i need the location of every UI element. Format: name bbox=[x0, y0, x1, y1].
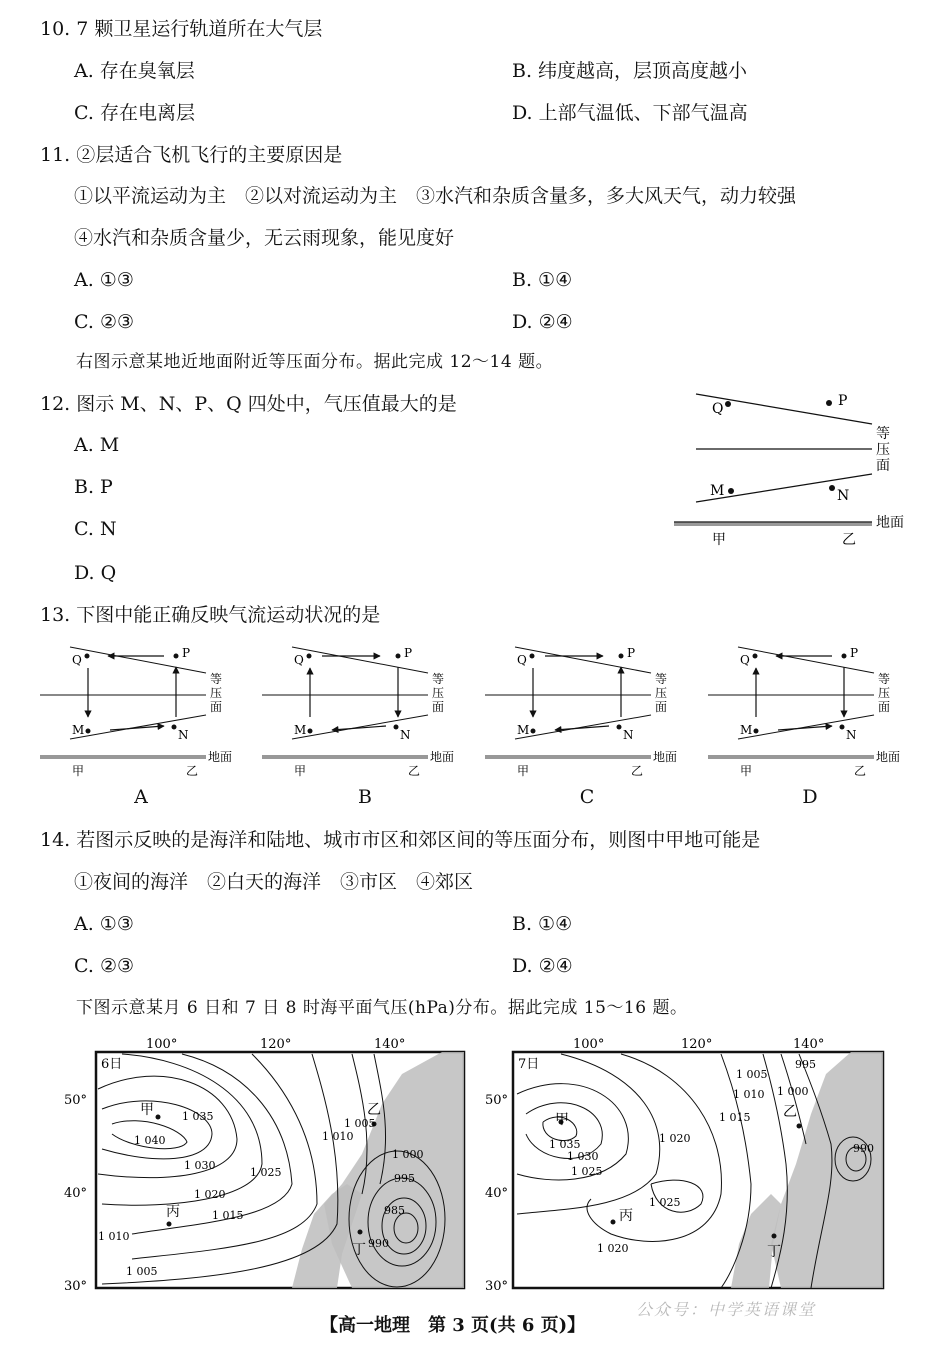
map7-isobar-1025-center: 1 025 bbox=[649, 1196, 681, 1209]
map7-isobar-1005: 1 005 bbox=[736, 1068, 768, 1081]
point-n-label: N bbox=[837, 488, 850, 504]
flow-b-label-2: 压 bbox=[432, 686, 445, 700]
map6-isobar-1035: 1 035 bbox=[182, 1110, 214, 1123]
flow-b-m: M bbox=[294, 723, 307, 737]
flow-c-label-1: 等 bbox=[655, 672, 668, 686]
map6-isobar-990: 990 bbox=[368, 1237, 389, 1250]
map6-isobar-1010-west: 1 010 bbox=[98, 1230, 130, 1243]
flow-d-m: M bbox=[740, 723, 753, 737]
point-p-label: P bbox=[838, 393, 848, 409]
q10-option-b: B. 纬度越高，层顶高度越小 bbox=[512, 60, 748, 82]
flow-a-q: Q bbox=[72, 653, 82, 667]
flow-a-n: N bbox=[178, 728, 189, 742]
q10-stem: 10. 7 颗卫星运行轨道所在大气层 bbox=[40, 18, 323, 40]
watermark: 公众号：中学英语课堂 bbox=[636, 1300, 817, 1319]
intro-12-14: 右图示意某地近地面附近等压面分布。据此完成 12～14 题。 bbox=[76, 352, 554, 372]
point-q-dot bbox=[725, 401, 731, 407]
point-m-label: M bbox=[710, 483, 725, 499]
q10-option-a: A. 存在臭氧层 bbox=[74, 60, 195, 82]
map7-isobar-1035: 1 035 bbox=[549, 1138, 581, 1151]
map7-place-ding: 丁 bbox=[767, 1244, 781, 1260]
q14-option-d: D. ②④ bbox=[512, 955, 573, 977]
map7-place-jia: 甲 bbox=[555, 1112, 569, 1128]
flow-d-ground: 地面 bbox=[876, 750, 901, 764]
map7-isobar-1025: 1 025 bbox=[571, 1165, 603, 1178]
flow-b-label-1: 等 bbox=[432, 672, 445, 686]
map6-isobar-1025: 1 025 bbox=[250, 1166, 282, 1179]
map6-place-yi: 乙 bbox=[367, 1102, 381, 1118]
map7-lon-120: 120° bbox=[681, 1037, 713, 1052]
isobar-label-1: 等 bbox=[876, 426, 890, 442]
q11-option-a: A. ①③ bbox=[74, 269, 134, 291]
map7-lat-50: 50° bbox=[485, 1093, 509, 1108]
pressure-map-day7-svg bbox=[481, 1034, 885, 1296]
flow-c-yi: 乙 bbox=[631, 764, 644, 778]
map6-place-jia: 甲 bbox=[140, 1102, 154, 1118]
flow-d-q: Q bbox=[740, 653, 750, 667]
place-yi-label: 乙 bbox=[842, 532, 856, 548]
q12-option-a: A. M bbox=[74, 434, 120, 456]
map7-day-label: 7日 bbox=[518, 1057, 540, 1072]
place-jia-label: 甲 bbox=[712, 532, 726, 548]
isobar-diagram bbox=[672, 388, 912, 550]
flow-a-yi: 乙 bbox=[186, 764, 199, 778]
map7-isobar-995: 995 bbox=[795, 1058, 816, 1071]
flow-c-p: P bbox=[627, 646, 636, 660]
page-footer: 【高一地理 第 3 页(共 6 页)】 bbox=[320, 1315, 586, 1336]
flow-a-m: M bbox=[72, 723, 85, 737]
map6-isobar-1005-west: 1 005 bbox=[126, 1265, 158, 1278]
flow-c-n: N bbox=[623, 728, 634, 742]
ground-label: 地面 bbox=[876, 515, 904, 531]
flow-diagram-b-svg bbox=[262, 643, 464, 783]
flow-diagram-b-label: B bbox=[358, 786, 372, 808]
flow-diagram-a-svg bbox=[40, 643, 242, 783]
q11-stem: 11. ②层适合飞机飞行的主要原因是 bbox=[40, 144, 343, 166]
map6-isobar-1010-east: 1 010 bbox=[322, 1130, 354, 1143]
ground-hatch bbox=[674, 522, 872, 526]
flow-d-p: P bbox=[850, 646, 859, 660]
q14-option-c: C. ②③ bbox=[74, 955, 135, 977]
q14-stem: 14. 若图示反映的是海洋和陆地、城市市区和郊区间的等压面分布，则图中甲地可能是 bbox=[40, 829, 761, 851]
map6-lon-140: 140° bbox=[374, 1037, 406, 1052]
map7-lat-40: 40° bbox=[485, 1186, 509, 1201]
flow-diagram-a-label: A bbox=[134, 786, 148, 808]
q10-option-c: C. 存在电离层 bbox=[74, 102, 195, 124]
q10-option-d: D. 上部气温低、下部气温高 bbox=[512, 102, 748, 124]
flow-b-ground: 地面 bbox=[430, 750, 455, 764]
pressure-map-day6-svg bbox=[62, 1034, 466, 1296]
q11-items-line2: ④水汽和杂质含量少，无云雨现象，能见度好 bbox=[74, 227, 455, 249]
flow-d-yi: 乙 bbox=[854, 764, 867, 778]
map7-isobar-1020: 1 020 bbox=[659, 1132, 691, 1145]
flow-b-n: N bbox=[400, 728, 411, 742]
map7-isobar-1010: 1 010 bbox=[733, 1088, 765, 1101]
flow-diagram-d bbox=[708, 643, 910, 783]
map6-place-ding: 丁 bbox=[352, 1242, 366, 1258]
map7-place-yi: 乙 bbox=[783, 1104, 797, 1120]
map6-lon-120: 120° bbox=[260, 1037, 292, 1052]
isobar-label-2: 压 bbox=[876, 442, 890, 458]
flow-c-label-2: 压 bbox=[655, 686, 668, 700]
map6-lat-30: 30° bbox=[64, 1279, 88, 1294]
map6-place-bing: 丙 bbox=[166, 1204, 180, 1220]
q11-option-b: B. ①④ bbox=[512, 269, 573, 291]
map6-day-label: 6日 bbox=[101, 1057, 123, 1072]
map6-isobar-995: 995 bbox=[394, 1172, 415, 1185]
flow-a-label-1: 等 bbox=[210, 672, 223, 686]
point-p-dot bbox=[826, 400, 832, 406]
map6-lat-40: 40° bbox=[64, 1186, 88, 1201]
map6-lat-50: 50° bbox=[64, 1093, 88, 1108]
q12-option-c: C. N bbox=[74, 518, 117, 540]
flow-c-ground: 地面 bbox=[653, 750, 678, 764]
flow-diagram-a bbox=[40, 643, 242, 783]
flow-b-p: P bbox=[404, 646, 413, 660]
point-q-label: Q bbox=[712, 401, 724, 417]
flow-c-jia: 甲 bbox=[517, 764, 530, 778]
q12-stem: 12. 图示 M、N、P、Q 四处中，气压值最大的是 bbox=[40, 393, 457, 415]
flow-b-label-3: 面 bbox=[432, 700, 445, 714]
flow-d-n: N bbox=[846, 728, 857, 742]
pressure-map-day6 bbox=[62, 1034, 466, 1296]
flow-b-yi: 乙 bbox=[408, 764, 421, 778]
intro-15-16: 下图示意某月 6 日和 7 日 8 时海平面气压(hPa)分布。据此完成 15～16 题。 bbox=[76, 998, 688, 1018]
flow-diagram-b bbox=[262, 643, 464, 783]
flow-c-m: M bbox=[517, 723, 530, 737]
flow-d-jia: 甲 bbox=[740, 764, 753, 778]
map6-lon-100: 100° bbox=[146, 1037, 178, 1052]
map7-lon-140: 140° bbox=[793, 1037, 825, 1052]
flow-diagram-c bbox=[485, 643, 687, 783]
point-n-dot bbox=[829, 485, 835, 491]
isobar-diagram-svg bbox=[672, 388, 912, 550]
map7-isobar-1015: 1 015 bbox=[719, 1111, 751, 1124]
map6-isobar-1020: 1 020 bbox=[194, 1188, 226, 1201]
map6-isobar-1000: 1 000 bbox=[392, 1148, 424, 1161]
flow-d-label-2: 压 bbox=[878, 686, 891, 700]
flow-a-label-2: 压 bbox=[210, 686, 223, 700]
map7-isobar-1020-south: 1 020 bbox=[597, 1242, 629, 1255]
q11-option-c: C. ②③ bbox=[74, 311, 135, 333]
q14-option-a: A. ①③ bbox=[74, 913, 134, 935]
q14-items: ①夜间的海洋 ②白天的海洋 ③市区 ④郊区 bbox=[74, 871, 474, 893]
q11-items-line1: ①以平流运动为主 ②以对流运动为主 ③水汽和杂质含量多，多大风天气，动力较强 bbox=[74, 185, 797, 207]
map7-isobar-1030: 1 030 bbox=[567, 1150, 599, 1163]
q12-option-d: D. Q bbox=[74, 562, 117, 584]
flow-a-jia: 甲 bbox=[72, 764, 85, 778]
q12-option-b: B. P bbox=[74, 476, 113, 498]
flow-d-label-3: 面 bbox=[878, 700, 891, 714]
map7-place-bing: 丙 bbox=[619, 1208, 633, 1224]
map7-isobar-990: 990 bbox=[853, 1142, 874, 1155]
flow-diagram-c-svg bbox=[485, 643, 687, 783]
map6-isobar-1030: 1 030 bbox=[184, 1159, 216, 1172]
flow-a-ground: 地面 bbox=[208, 750, 233, 764]
flow-b-jia: 甲 bbox=[294, 764, 307, 778]
flow-diagram-d-label: D bbox=[802, 786, 818, 808]
map7-lat-30: 30° bbox=[485, 1279, 509, 1294]
map6-isobar-1015: 1 015 bbox=[212, 1209, 244, 1222]
flow-diagram-c-label: C bbox=[579, 786, 595, 808]
point-m-dot bbox=[728, 488, 734, 494]
flow-b-q: Q bbox=[294, 653, 304, 667]
pressure-map-day7 bbox=[481, 1034, 885, 1296]
map6-isobar-985: 985 bbox=[384, 1204, 405, 1217]
flow-c-q: Q bbox=[517, 653, 527, 667]
map7-isobar-1000: 1 000 bbox=[777, 1085, 809, 1098]
flow-a-p: P bbox=[182, 646, 191, 660]
q13-stem: 13. 下图中能正确反映气流运动状况的是 bbox=[40, 604, 381, 626]
flow-c-label-3: 面 bbox=[655, 700, 668, 714]
flow-d-label-1: 等 bbox=[878, 672, 891, 686]
q14-option-b: B. ①④ bbox=[512, 913, 573, 935]
map6-isobar-1040: 1 040 bbox=[134, 1134, 166, 1147]
map6-isobar-1005-east: 1 005 bbox=[344, 1117, 376, 1130]
isobar-label-3: 面 bbox=[876, 458, 890, 474]
map7-lon-100: 100° bbox=[573, 1037, 605, 1052]
q11-option-d: D. ②④ bbox=[512, 311, 573, 333]
flow-a-label-3: 面 bbox=[210, 700, 223, 714]
flow-diagram-d-svg bbox=[708, 643, 910, 783]
